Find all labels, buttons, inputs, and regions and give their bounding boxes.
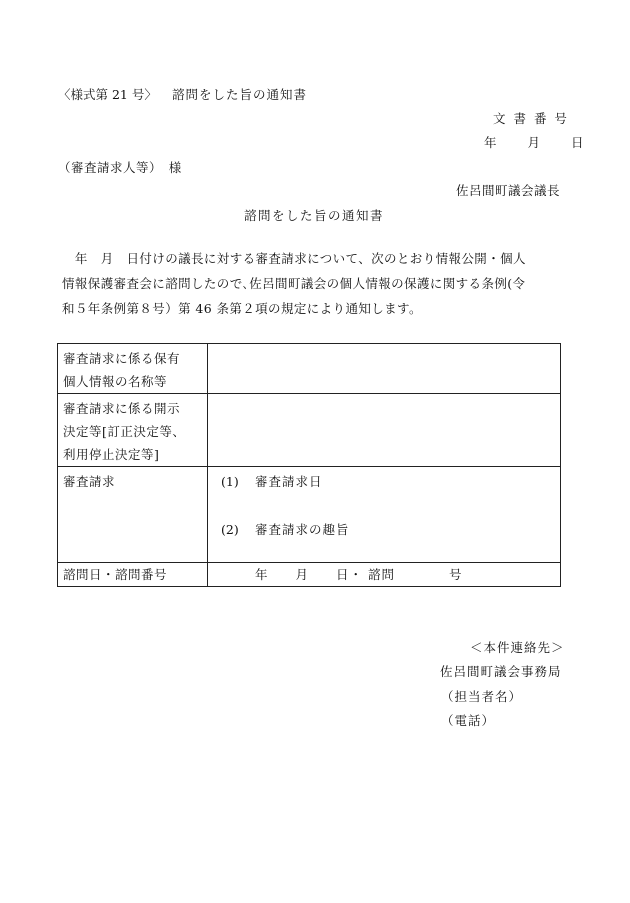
contact-office: 佐呂間町議会事務局: [440, 664, 562, 679]
inquiry-date-number: 年 月 日・ 諮問 号: [255, 567, 463, 582]
contact-phone: （電話）: [441, 713, 496, 728]
table-label-request: [58, 467, 208, 563]
table-row: [58, 344, 561, 394]
request-item-1-number: (1): [221, 474, 239, 489]
table-label-personal-info: [58, 344, 208, 394]
contact-person: （担当者名）: [441, 689, 523, 704]
sender: 佐呂間町議会議長: [456, 183, 561, 198]
body-line: 情報保護審査会に諮問したので､佐呂間町議会の個人情報の保護に関する条例(令: [62, 276, 526, 291]
table-row: [58, 394, 561, 467]
body-paragraph: [62, 246, 568, 321]
document-number: 文 書 番 号: [493, 111, 569, 126]
label-line: 利用停止決定等]: [63, 447, 160, 462]
table-value-disclosure-decision: [208, 394, 561, 467]
table-row: [58, 563, 561, 587]
label-line: 審査請求: [63, 474, 116, 489]
table-label-disclosure-decision: [58, 394, 208, 467]
form-number: 〈様式第 21 号〉: [58, 87, 157, 102]
request-item-2-number: (2): [221, 522, 239, 537]
request-item-2-text: 審査請求の趣旨: [255, 522, 350, 537]
contact-heading: ＜本件連絡先＞: [470, 640, 565, 655]
body-line: 和５年条例第８号）第 46 条第２項の規定により通知します。: [62, 301, 422, 316]
label-line: 審査請求に係る保有: [63, 351, 181, 366]
table-value-request: [208, 467, 561, 563]
addressee: （審査請求人等） 様: [58, 160, 182, 175]
form-title: 諮問をした旨の通知書: [172, 87, 308, 102]
body-line: 年 月 日付けの議長に対する審査請求について、次のとおり情報公開・個人: [62, 251, 526, 266]
table-row: [58, 467, 561, 563]
table-value-inquiry: [208, 563, 561, 587]
label-line: 審査請求に係る開示: [63, 401, 181, 416]
table-label-inquiry: [58, 563, 208, 587]
document-title: 諮問をした旨の通知書: [244, 208, 385, 223]
request-item-1-text: 審査請求日: [255, 474, 323, 489]
request-table: [57, 343, 561, 587]
label-line: 決定等[訂正決定等、: [63, 424, 186, 439]
document-date: 年 月 日: [484, 135, 586, 150]
label-line: 個人情報の名称等: [63, 374, 168, 389]
table-value-personal-info: [208, 344, 561, 394]
label-line: 諮問日・諮問番号: [63, 567, 168, 582]
